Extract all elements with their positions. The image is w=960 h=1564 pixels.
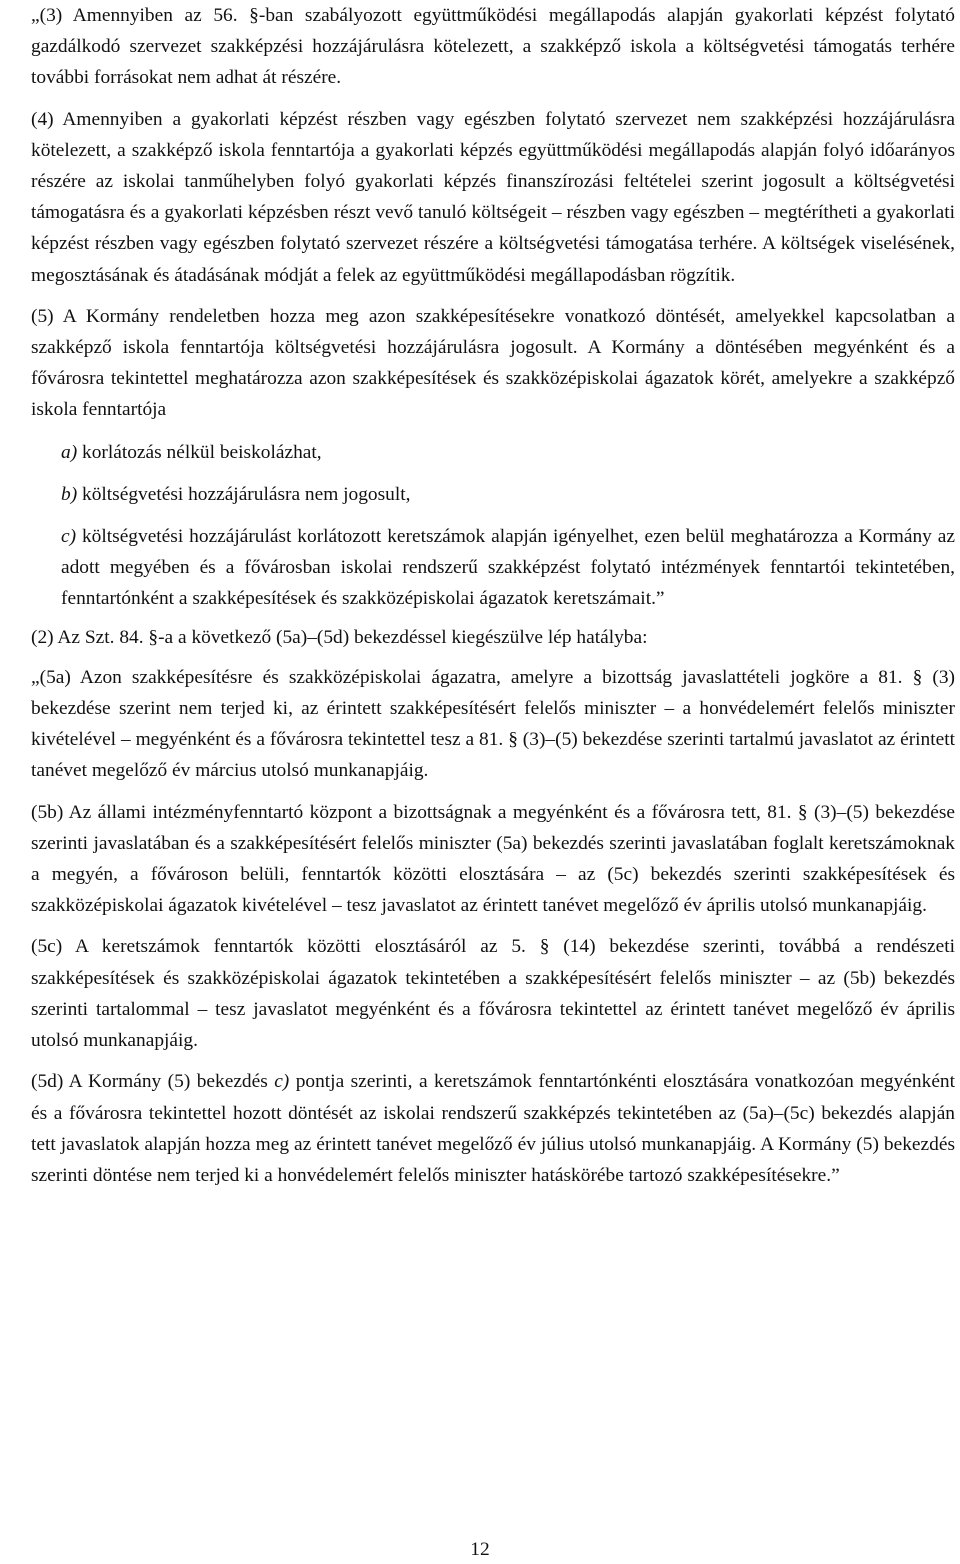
paragraph-5b: (5b) Az állami intézményfenntartó központ a bizottságnak a megyénként és a fővárosra tett, 81. § (3)–(5) bekezdése szerinti javaslatában és a szakképesítésért felelős miniszter (5a) bekezdés szerinti javaslatában foglalt keretszámoknak a megyén, a fővároson belüli, fenntartók közötti elosztására – az (5c) bekezdés szerinti szakképesítések és szakközépiskolai ágazatok kivételével – tesz javaslatot az érintett tanévet megelőző év április utolsó munkanapjáig. (31, 801, 955, 917)
paragraph-5a: „(5a) Azon szakképesítésre és szakközépiskolai ágazatra, amelyre a bizottság javaslattételi jogköre a 81. § (3) bekezdése szerint nem terjed ki, az érintett szakképesítésért felelős miniszter – a honvédelemért felelős miniszter kivételével – megyénként és a fővárosra tekintettel tesz a 81. § (3)–(5) bekezdése szerinti tartalmú javaslatot az érintett tanévet megelőző év március utolsó munkanapjáig. (31, 666, 955, 782)
document-page (31, 0, 955, 1191)
list-item-text: költségvetési hozzájárulásra nem jogosult, (77, 483, 411, 505)
list-item-text: korlátozás nélkül beiskolázhat, (77, 441, 322, 463)
paragraph-3: „(3) Amennyiben az 56. §-ban szabályozott együttműködési megállapodás alapján gyakorlati képzést folytató gazdálkodó szervezet szakképzési hozzájárulásra kötelezett, a szakképző iskola a költségvetési támogatás terhére további forrásokat nem adhat át részére. (31, 5, 955, 89)
amendment-point-2: (2) Az Szt. 84. §-a a következő (5a)–(5d) bekezdéssel kiegészülve lép hatályba: (31, 626, 648, 648)
list-item-c (61, 521, 955, 615)
list-marker: b) (61, 483, 78, 505)
paragraph-5: (5) A Kormány rendeletben hozza meg azon szakképesítésekre vonatkozó döntését, amelyekkel kapcsolatban a szakképző iskola fenntartója költségvetési hozzájárulásra jogosult. A Kormány a döntésében megyénként és a fővárosra tekintettel meghatározza azon szakképesítések és szakközépiskolai ágazatok körét, amelyekre a szakképző iskola fenntartója (31, 305, 955, 421)
paragraph-5d-text-end: pontja szerinti, a keretszámok fenntartónkénti elosztására vonatkozóan megyénként és a fővárosra tekintettel hozott döntését az iskolai rendszerű szakképzés tekintetében az (5a)–(5c) bekezdés alapján tett javaslatok alapján hozza meg az érintett tanévet megelőző év július utolsó munkanapjáig. A Kormány (5) bekezdés szerinti döntése nem terjed ki a honvédelemért felelős miniszter hatáskörébe tartozó szakképesítésekre.” (31, 1071, 956, 1186)
list-marker: a) (61, 441, 78, 463)
page-number: 12 (470, 1539, 490, 1560)
list-item-a (61, 437, 955, 468)
list-item-text: költségvetési hozzájárulást korlátozott keretszámok alapján igényelhet, ezen belül meghatározza a Kormány az adott megyében és a fővárosban iskolai rendszerű szakképzést folytató intézmények fenntartói tekintetében, fenntartónként a szakképesítések és szakközépiskolai ágazatok keretszámait.” (61, 526, 955, 610)
paragraph-5d-text-start: (5d) A Kormány (5) bekezdés (31, 1071, 275, 1093)
paragraph-5c: (5c) A keretszámok fenntartók közötti elosztásáról az 5. § (14) bekezdése szerinti, továbbá a rendészeti szakképesítések és szakközépiskolai ágazatok tekintetében a szakképesítésért felelős miniszter – az (5b) bekezdés szerinti tartalommal – tesz javaslatot megyénként és a fővárosra tekintettel az érintett tanévet megelőző év április utolsó munkanapjáig. (31, 936, 955, 1052)
paragraph-5d-italic-ref: c) (274, 1071, 290, 1093)
list-item-b (61, 479, 955, 510)
list-marker: c) (61, 526, 77, 548)
paragraph-4: (4) Amennyiben a gyakorlati képzést részben vagy egészben folytató szervezet nem szakképzési hozzájárulásra kötelezett, a szakképző iskola fenntartója a gyakorlati képzés együttműködési megállapodás alapján folyó időarányos részére az iskolai tanműhelyben folyó gyakorlati képzés finanszírozási feltételei szerint jogosult a költségvetési támogatásra és a gyakorlati képzésben részt vevő tanuló költségeit – részben vagy egészben – megtérítheti a gyakorlati képzést részben vagy egészben folytató szervezet részére a költségvetési támogatása terhére. A költségek viselésének, megosztásának és átadásának módját a felek az együttműködési megállapodásban rögzítik. (31, 108, 955, 286)
paragraph-5d (31, 1066, 955, 1191)
